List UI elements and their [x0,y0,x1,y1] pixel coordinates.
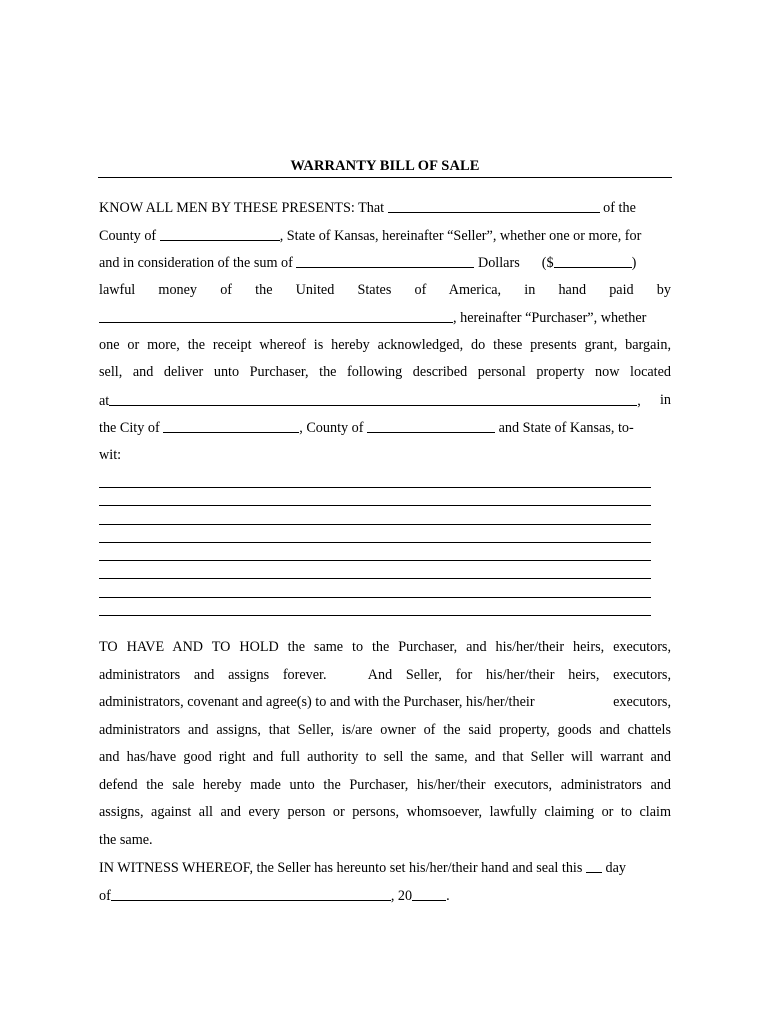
para2-line6: defend the sale hereby made unto the Purchaser, his/her/their executors, administrators and [99,777,671,793]
document-title: WARRANTY BILL OF SALE [290,158,480,174]
text: in [659,392,671,408]
month-field[interactable] [111,886,391,901]
para1-line1 [99,197,671,217]
sum-amount-field[interactable] [554,253,632,268]
text: executors, [613,694,671,710]
property-description-line[interactable] [99,505,651,506]
text: , County of [299,420,368,436]
para2-line4: administrators and assigns, that Seller, is/are owner of the said property, goods and chattels [99,722,671,738]
text: the City of [99,420,164,436]
property-description-line[interactable] [99,597,651,598]
para2-line3 [99,692,671,712]
text: Dollars [474,255,520,271]
text: and State of Kansas, to- [495,420,634,436]
seller-name-field[interactable] [388,198,600,213]
day-field[interactable] [586,858,602,873]
text: And Seller, for his/her/their heirs, executors, [367,667,671,683]
para2-line2 [99,665,671,685]
property-description-line[interactable] [99,487,651,488]
text: , [637,393,641,409]
sum-words-field[interactable] [296,253,474,268]
para2-line5: and has/have good right and full authority to sell the same, and that Seller will warrant and [99,749,671,765]
text: administrators, covenant and agree(s) to and with the Purchaser, his/her/their [99,694,535,710]
text: of the [599,200,636,216]
text: administrators and assigns forever. [99,667,327,683]
text: of [99,888,111,904]
para1-line3 [99,252,671,272]
para1-line2 [99,225,671,245]
para2-line8: the same. [99,832,153,848]
para1-line7: sell, and deliver unto Purchaser, the following described personal property now located [99,364,671,380]
city-field[interactable] [163,418,299,433]
text: ) [631,255,637,271]
text: , 20 [390,888,413,904]
title-rule [98,177,672,178]
property-location-field[interactable] [109,391,637,406]
para1-line8 [99,390,671,410]
text: ($ [541,255,554,271]
text: day [601,860,626,876]
property-description-line[interactable] [99,524,651,525]
year-field[interactable] [412,886,446,901]
para2-line1: TO HAVE AND TO HOLD the same to the Purchaser, and his/her/their heirs, executors, [99,639,671,655]
property-description-line[interactable] [99,615,651,616]
text: IN WITNESS WHEREOF, the Seller has hereunto set his/her/their hand and seal this [99,860,586,876]
text: at [99,393,110,409]
property-description-line[interactable] [99,560,651,561]
para3-line1 [99,857,671,877]
county-field[interactable] [367,418,495,433]
para1-line9 [99,417,671,437]
text: County of [99,228,160,244]
property-description-line[interactable] [99,542,651,543]
text: and in consideration of the sum of [99,255,297,271]
para1-line6: one or more, the receipt whereof is hereby acknowledged, do these presents grant, bargain, [99,337,671,353]
para2-line7: assigns, against all and every person or persons, whomsoever, lawfully claiming or to claim [99,804,671,820]
para1-line5 [99,307,671,327]
para3-line2 [99,885,671,905]
text: KNOW ALL MEN BY THESE PRESENTS: That [99,200,388,216]
para1-line4: lawful money of the United States of America, in hand paid by [99,282,671,298]
text: . [446,888,450,904]
seller-county-field[interactable] [160,226,280,241]
para1-line10: wit: [99,447,122,463]
text: , hereinafter “Purchaser”, whether [453,310,647,326]
purchaser-name-field[interactable] [99,308,453,323]
text: , State of Kansas, hereinafter “Seller”, whether one or more, for [279,228,642,244]
property-description-line[interactable] [99,578,651,579]
